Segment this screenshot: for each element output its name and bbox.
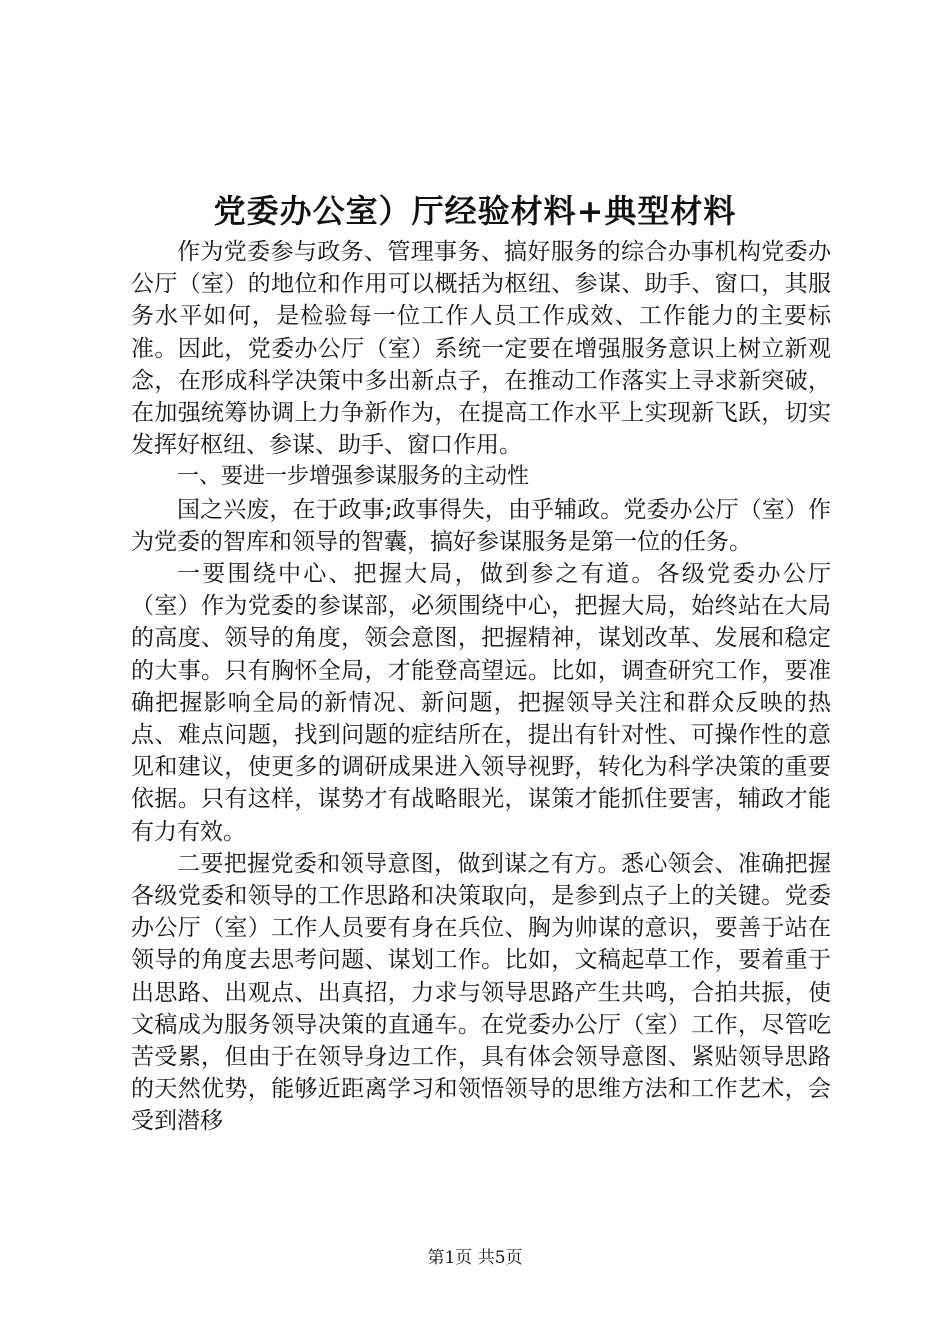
point-two-paragraph: 二要把握党委和领导意图，做到谋之有方。悉心领会、准确把握各级党委和领导的工作思路和决策取向，是参到点子上的关键。党委办公厅（室）工作人员要有身在兵位、胸为帅谋的意识，要善于站在领导的角度去思考问题、谋划工作。比如，文稿起草工作，要着重于出思路、出观点、出真招，力求与领导思路产生共鸣，合拍共振，使文稿成为服务领导决策的直通车。在党委办公厅（室）工作，尽管吃苦受累，但由于在领导身边工作，具有体会领导意图、紧贴领导思路的天然优势，能够近距离学习和领悟领导的思维方法和工作艺术，会受到潜移 — [131, 850, 831, 1135]
point-one-paragraph: 一要围绕中心、把握大局，做到参之有道。各级党委办公厅（室）作为党委的参谋部，必须围绕中心，把握大局，始终站在大局的高度、领导的角度，领会意图，把握精神，谋划改革、发展和稳定的大事。只有胸怀全局，才能登高望远。比如，调查研究工作，要准确把握影响全局的新情况、新问题，把握领导关注和群众反映的热点、难点问题，找到问题的症结所在，提出有针对性、可操作性的意见和建议，使更多的调研成果进入领导视野，转化为科学决策的重要依据。只有这样，谋势才有战略眼光，谋策才能抓住要害，辅政才能有力有效。 — [131, 561, 831, 845]
section-intro-paragraph: 国之兴废，在于政事;政事得失，由乎辅政。党委办公厅（室）作为党委的智库和领导的智囊，搞好参谋服务是第一位的任务。 — [131, 496, 831, 555]
page-number-footer: 第1页 共5页 — [427, 1248, 523, 1268]
section-heading: 一、要进一步增强参谋服务的主动性 — [177, 464, 530, 490]
document-title: 党委办公室）厅经验材料+典型材料 — [213, 192, 737, 230]
intro-paragraph: 作为党委参与政务、管理事务、搞好服务的综合办事机构党委办公厅（室）的地位和作用可以概括为枢纽、参谋、助手、窗口，其服务水平如何，是检验每一位工作人员工作成效、工作能力的主要标准。因此，党委办公厅（室）系统一定要在增强服务意识上树立新观念，在形成科学决策中多出新点子，在推动工作落实上寻求新突破，在加强统筹协调上力争新作为，在提高工作水平上实现新飞跃，切实发挥好枢纽、参谋、助手、窗口作用。 — [131, 239, 831, 459]
document-body — [131, 236, 831, 1138]
